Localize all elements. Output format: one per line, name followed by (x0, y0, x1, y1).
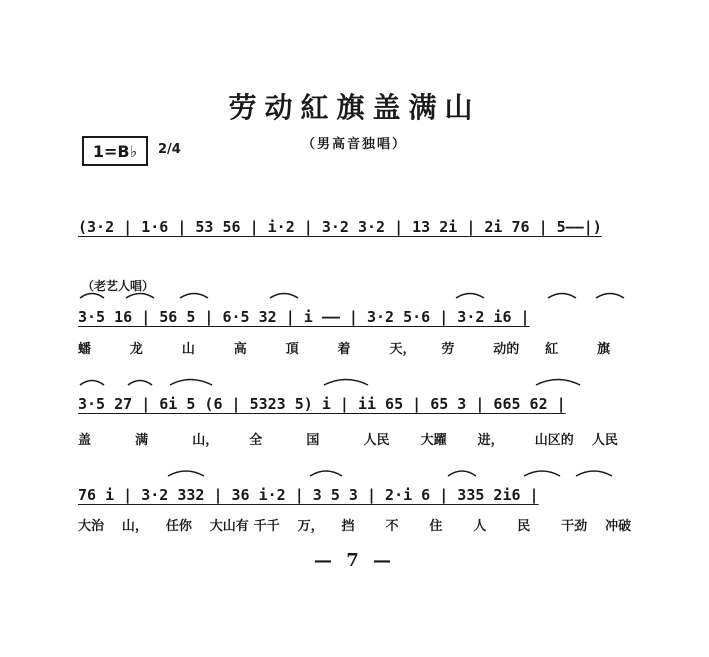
lyric-syllable: 天， (389, 341, 416, 357)
lyric-syllable: 盖 (78, 432, 92, 448)
song-title: 劳动紅旗盖满山 (228, 91, 481, 124)
notation-row: 76 i | 3·2 332 | 36 i·2 | 3 5 3 | 2·i 6 | 335 2i6 | (78, 486, 539, 504)
slur-mark (270, 294, 298, 299)
lyric-syllable: 千千 (253, 518, 280, 534)
lyric-syllable: 頂 (285, 341, 299, 357)
lyric-syllable: 满 (135, 432, 149, 448)
lyric-syllable: 蟠 (78, 341, 92, 357)
slur-mark (448, 471, 476, 476)
slur-mark (524, 471, 560, 476)
page-number: — 7 — (313, 550, 396, 571)
key-signature: 1=B♭ (82, 136, 148, 166)
lyric-syllable: 冲破 (605, 518, 632, 534)
lyric-syllable: 全 (249, 432, 263, 448)
lyric-syllable: 龙 (129, 341, 143, 357)
slur-mark (170, 380, 212, 386)
lyric-syllable: 着 (337, 341, 351, 357)
slur-mark (168, 471, 204, 476)
song-subtitle: （男高音独唱） (301, 137, 407, 152)
lyric-syllable: 山， (192, 432, 219, 448)
slur-mark (126, 294, 154, 299)
lyric-syllable: 山区的 (534, 432, 574, 448)
lyric-syllable: 干劲 (561, 518, 588, 534)
slur-mark (80, 381, 104, 386)
slur-mark (180, 294, 208, 299)
lyric-syllable: 劳 (441, 341, 455, 357)
lyric-syllable: 大山有 (209, 518, 249, 534)
lyric-syllable: 旗 (597, 341, 611, 357)
lyric-syllable: 国 (306, 432, 320, 448)
lyrics-row-1 (78, 336, 649, 358)
lyric-syllable: 万， (297, 518, 324, 534)
lyric-syllable: 住 (429, 518, 443, 534)
notation-row: 3·5 27 | 6i 5 (6 | 5323 5) i | ii 65 | 65 3 | 665 62 | (78, 395, 566, 413)
slur-mark (456, 294, 484, 299)
lyric-syllable: 山 (181, 341, 195, 357)
lyric-syllable: 紅 (545, 341, 559, 357)
lyric-syllable: 山， (121, 518, 148, 534)
lyric-syllable: 高 (233, 341, 247, 357)
score-line-intro (78, 210, 649, 244)
performer-note: （老艺人唱） (82, 279, 155, 293)
slur-mark (310, 471, 342, 476)
time-signature: 2/4 (158, 142, 181, 157)
lyric-syllable: 不 (385, 518, 399, 534)
lyric-syllable: 进， (477, 432, 504, 448)
lyric-syllable: 大躍 (420, 432, 447, 448)
slur-mark (536, 380, 580, 386)
lyric-syllable: 人民 (591, 432, 618, 448)
lyric-syllable: 人民 (363, 432, 390, 448)
lyrics-row-3 (78, 513, 649, 535)
score-line-2 (78, 387, 649, 421)
lyrics-row-2 (78, 427, 649, 449)
lyric-syllable: 挡 (341, 518, 355, 534)
notation-row: (3·2 | 1·6 | 53 56 | i·2 | 3·2 3·2 | 13 2i | 2i 76 | 5——|) (78, 218, 602, 236)
lyric-syllable: 动的 (493, 341, 520, 357)
lyric-syllable: 民 (517, 518, 531, 534)
slur-mark (596, 294, 624, 299)
notation-row: 3·5 16 | 56 5 | 6·5 32 | i —— | 3·2 5·6 | 3·2 i6 | (78, 308, 530, 326)
slur-mark (324, 380, 368, 386)
slur-mark (548, 294, 576, 299)
lyric-syllable: 大治 (78, 518, 105, 534)
score-line-3 (78, 478, 649, 512)
lyric-syllable: 任你 (165, 518, 192, 534)
slur-mark (80, 294, 104, 299)
score-line-1 (78, 300, 649, 334)
slur-mark (128, 381, 152, 386)
lyric-syllable: 人 (473, 518, 487, 534)
slur-mark (576, 471, 612, 476)
